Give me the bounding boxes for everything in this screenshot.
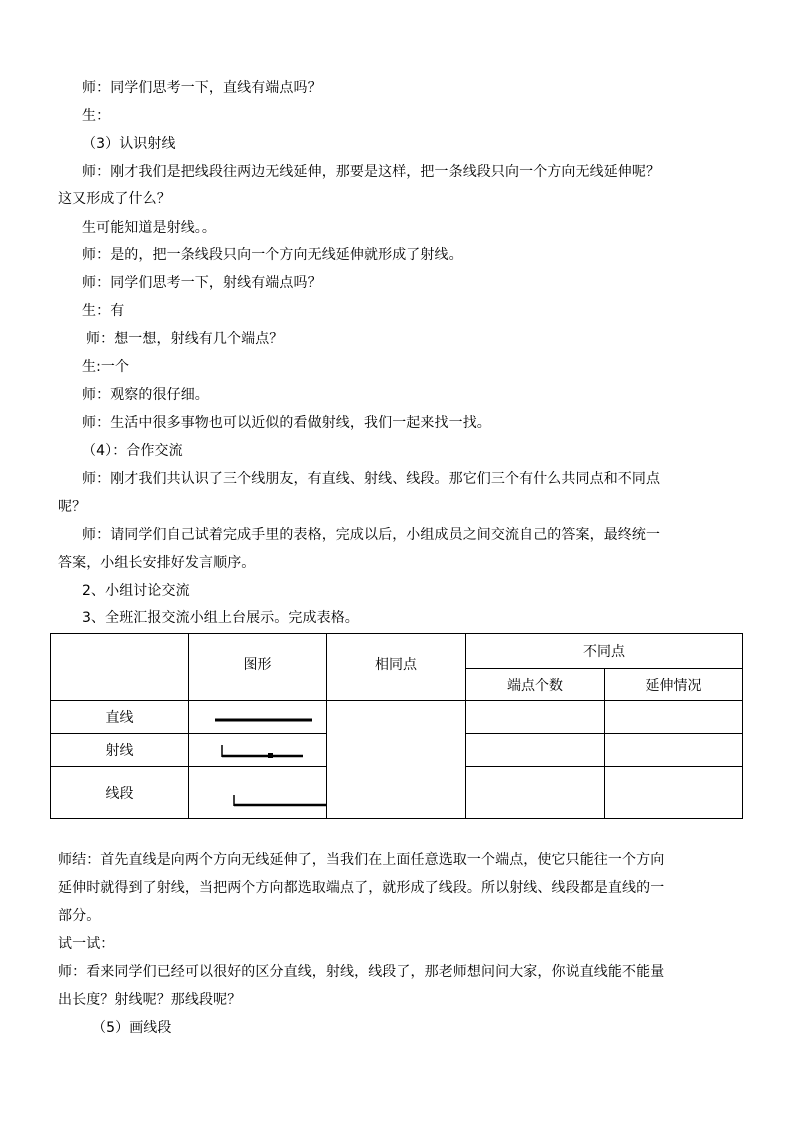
try-it-heading: 试一试： bbox=[58, 936, 115, 952]
header-shape: 图形 bbox=[243, 657, 272, 673]
paragraph-17: 师：请同学们自己试着完成手里的表格，完成以后，小组成员之间交流自己的答案，最终统一 bbox=[82, 527, 661, 543]
question-line-2: 出长度？射线呢？那线段呢？ bbox=[58, 992, 242, 1008]
paragraph-19: 2、小组讨论交流 bbox=[82, 583, 190, 599]
paragraph-9: 生：有 bbox=[82, 303, 125, 319]
paragraph-8: 师：同学们思考一下，射线有端点吗？ bbox=[82, 275, 322, 291]
section-heading-4: （4）：合作交流 bbox=[82, 443, 183, 459]
paragraph-7: 师：是的，把一条线段只向一个方向无线延伸就形成了射线。 bbox=[82, 247, 463, 263]
paragraph-15: 师：刚才我们共认识了三个线朋友，有直线、射线、线段。那它们三个有什么共同点和不同点 bbox=[82, 471, 661, 487]
ray-icon bbox=[189, 734, 326, 766]
paragraph-11: 生:一个 bbox=[82, 359, 130, 375]
segment-icon bbox=[189, 767, 326, 818]
paragraph-13: 师：生活中很多事物也可以近似的看做射线，我们一起来找一找。 bbox=[82, 415, 491, 431]
paragraph-20: 3、全班汇报交流小组上台展示。完成表格。 bbox=[82, 610, 359, 626]
summary-line-1: 师结：首先直线是向两个方向无线延伸了，当我们在上面任意选取一个端点，使它只能往一个方向 bbox=[58, 852, 665, 868]
paragraph-5: 这又形成了什么？ bbox=[58, 191, 171, 207]
header-endpoint-count: 端点个数 bbox=[507, 677, 563, 694]
section-heading-3: （3）认识射线 bbox=[82, 136, 176, 152]
paragraph-1: 师：同学们思考一下，直线有端点吗？ bbox=[82, 80, 322, 96]
paragraph-2: 生： bbox=[82, 108, 111, 124]
question-line-1: 师：看来同学们已经可以很好的区分直线，射线，线段了，那老师想问问大家，你说直线能不能量 bbox=[58, 964, 665, 980]
header-same-points: 相同点 bbox=[375, 657, 417, 673]
summary-line-3: 部分。 bbox=[58, 908, 101, 924]
row-label-segment: 线段 bbox=[105, 785, 134, 802]
line-icon bbox=[189, 701, 326, 733]
paragraph-4: 师：刚才我们是把线段往两边无线延伸，那要是这样，把一条线段只向一个方向无线延伸呢？ bbox=[82, 164, 661, 180]
header-extension: 延伸情况 bbox=[645, 677, 702, 694]
comparison-table bbox=[50, 633, 743, 819]
paragraph-18: 答案，小组长安排好发言顺序。 bbox=[58, 555, 256, 571]
paragraph-6: 生可能知道是射线。。 bbox=[82, 220, 216, 236]
summary-line-2: 延伸时就得到了射线，当把两个方向都选取端点了，就形成了线段。所以射线、线段都是直线的一 bbox=[58, 880, 665, 896]
paragraph-12: 师：观察的很仔细。 bbox=[82, 387, 209, 403]
section-heading-5: （5）画线段 bbox=[92, 1020, 172, 1036]
header-different-points: 不同点 bbox=[583, 643, 625, 660]
paragraph-16: 呢？ bbox=[58, 499, 87, 515]
row-label-ray: 射线 bbox=[105, 743, 134, 759]
row-label-line: 直线 bbox=[105, 710, 134, 726]
paragraph-10: 师：想一想，射线有几个端点？ bbox=[86, 331, 284, 347]
